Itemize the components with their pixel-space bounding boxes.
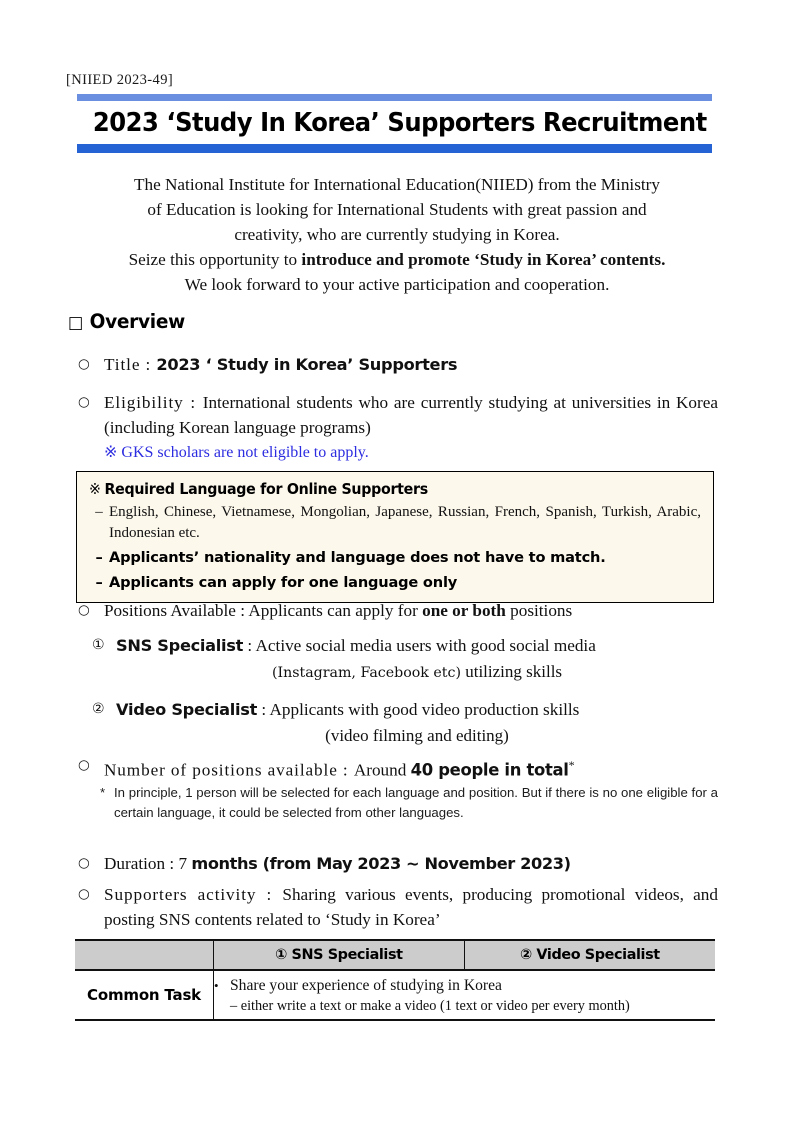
position-2-subline: (video filming and editing) (325, 726, 509, 745)
intro-line-3: creativity, who are currently studying in Korea. (234, 225, 560, 244)
positions-available-before: Applicants can apply for (248, 601, 423, 620)
overview-item-title-text (104, 352, 718, 377)
position-1-colon: : (243, 636, 256, 655)
circle-bullet-icon: ○ (78, 394, 90, 410)
overview-item-supporters-activity (78, 882, 718, 932)
common-task-line-2: – either write a text or make a video (1 text or video per every month) (230, 997, 630, 1014)
position-1-sub-rest: utilizing skills (460, 662, 563, 681)
reference-mark-icon: ※ (104, 444, 118, 461)
document-id: [NIIED 2023-49] (66, 72, 174, 88)
number-of-positions-value: 40 people in total (410, 760, 569, 780)
number-of-positions-before: Around (353, 760, 411, 780)
positions-footnote (100, 783, 718, 822)
table-cell-common-task-body (214, 970, 716, 1020)
common-task-line-1 (214, 975, 715, 996)
reference-mark-icon: ※ (89, 481, 101, 498)
table-header-video-specialist: ② Video Specialist (464, 940, 715, 970)
duration-value-plain: 7 (178, 854, 192, 873)
positions-available-bold: one or both (422, 601, 506, 620)
circle-bullet-icon: ○ (78, 602, 90, 618)
position-2-desc: Applicants with good video production skills (269, 700, 580, 719)
position-2-name: Video Specialist (116, 700, 258, 719)
position-1-name: SNS Specialist (116, 636, 244, 655)
language-list-row (89, 502, 701, 544)
overview-item-duration (78, 851, 718, 876)
eligibility-note (104, 441, 718, 465)
language-rule-1 (89, 546, 701, 569)
circle-bullet-icon: ○ (78, 757, 90, 773)
positions-available-label: Positions Available : (104, 601, 249, 620)
page-title: 2023 ‘Study In Korea’ Supporters Recruitment (92, 108, 707, 138)
title-item-label: Title : (104, 355, 157, 374)
table-row (75, 970, 715, 1020)
footnote-mark-icon: * (100, 785, 106, 800)
required-language-title-text: Required Language for Online Supporters (104, 481, 428, 498)
number-of-positions-text (104, 753, 718, 783)
circle-bullet-icon: ○ (78, 886, 90, 902)
overview-item-number-of-positions (78, 753, 718, 783)
required-language-box (76, 471, 714, 603)
intro-line-2: of Education is looking for International Students with great passion and (147, 200, 647, 219)
section-heading-overview (68, 310, 185, 333)
language-rule-1-text: Applicants’ nationality and language does not have to match. (109, 549, 606, 566)
position-item-sns-specialist (92, 633, 718, 685)
intro-line-1: The National Institute for International Education(NIIED) from the Ministry (134, 175, 660, 194)
intro-line-4-bold: introduce and promote ‘Study in Korea’ contents. (301, 250, 666, 269)
positions-available-after: positions (505, 601, 573, 620)
common-task-line-1-text: Share your experience of studying in Korea (230, 976, 502, 994)
supporters-activity-label: Supporters activity : (104, 885, 283, 904)
positions-footnote-text: In principle, 1 person will be selected for each language and position. But if there is no one eligible for a certain language, it could be selected from other languages. (114, 785, 718, 820)
title-block (77, 94, 712, 153)
eligibility-text: International students who are currently studying at universities in Korea (including Korean language programs) (104, 393, 718, 437)
language-list-text: English, Chinese, Vietnamese, Mongolian, Japanese, Russian, French, Spanish, Turkish, Arabic, Indonesian etc. (109, 504, 701, 541)
duration-label: Duration : (104, 854, 179, 873)
number-of-positions-label: Number of positions available : (104, 760, 354, 780)
intro-line-5: We look forward to your active participation and cooperation. (184, 275, 610, 294)
table-header-row (75, 940, 715, 970)
section-heading-label: Overview (89, 310, 185, 333)
position-item-video-specialist (92, 697, 718, 748)
supporters-activity-text (104, 882, 718, 932)
dash-icon: – (95, 504, 103, 520)
position-1-desc: Active social media users with good social media (255, 636, 596, 655)
overview-item-eligibility (78, 390, 718, 465)
circle-bullet-icon: ○ (78, 356, 90, 372)
required-language-title (89, 479, 677, 501)
position-2-colon: : (257, 700, 270, 719)
positions-available-text (104, 598, 718, 623)
table-header-blank (75, 940, 214, 970)
overview-item-title (78, 352, 718, 377)
position-1-subline (116, 660, 718, 685)
intro-line-4-prefix: Seize this opportunity to (128, 250, 302, 269)
position-1-body (116, 633, 718, 685)
bullet-dot-icon: • (214, 977, 219, 993)
circled-number-one-icon: ① (92, 637, 105, 653)
table-row-label-common-task: Common Task (75, 970, 214, 1020)
dash-icon: – (95, 574, 103, 591)
intro-paragraph (72, 172, 722, 297)
eligibility-note-text: GKS scholars are not eligible to apply. (121, 444, 369, 461)
circled-number-two-icon: ② (92, 701, 105, 717)
title-rule-top (77, 94, 712, 101)
duration-value-bold: months (from May 2023 ~ November 2023) (191, 854, 571, 873)
language-rule-2-text: Applicants can apply for one language only (109, 574, 458, 591)
supporters-activity-desc: Sharing various events, producing promotional videos, and posting SNS contents related to ‘Study in Korea’ (104, 885, 718, 929)
footnote-star-icon: * (568, 758, 575, 772)
intro-line-4 (72, 247, 722, 272)
table-header-sns-specialist: ① SNS Specialist (214, 940, 465, 970)
title-rule-bottom (77, 144, 712, 153)
overview-item-positions-available (78, 598, 718, 623)
task-table (75, 939, 715, 1021)
eligibility-body (104, 390, 718, 465)
title-item-value: 2023 ‘ Study in Korea’ Supporters (156, 355, 458, 374)
square-icon: □ (68, 313, 83, 333)
language-rule-2 (89, 571, 701, 594)
position-1-sub-paren: (Instagram, Facebook etc) (271, 665, 461, 681)
duration-text (104, 851, 718, 876)
dash-icon: – (95, 549, 103, 566)
position-2-body (116, 697, 718, 748)
circle-bullet-icon: ○ (78, 855, 90, 871)
eligibility-label: Eligibility : (104, 393, 203, 412)
